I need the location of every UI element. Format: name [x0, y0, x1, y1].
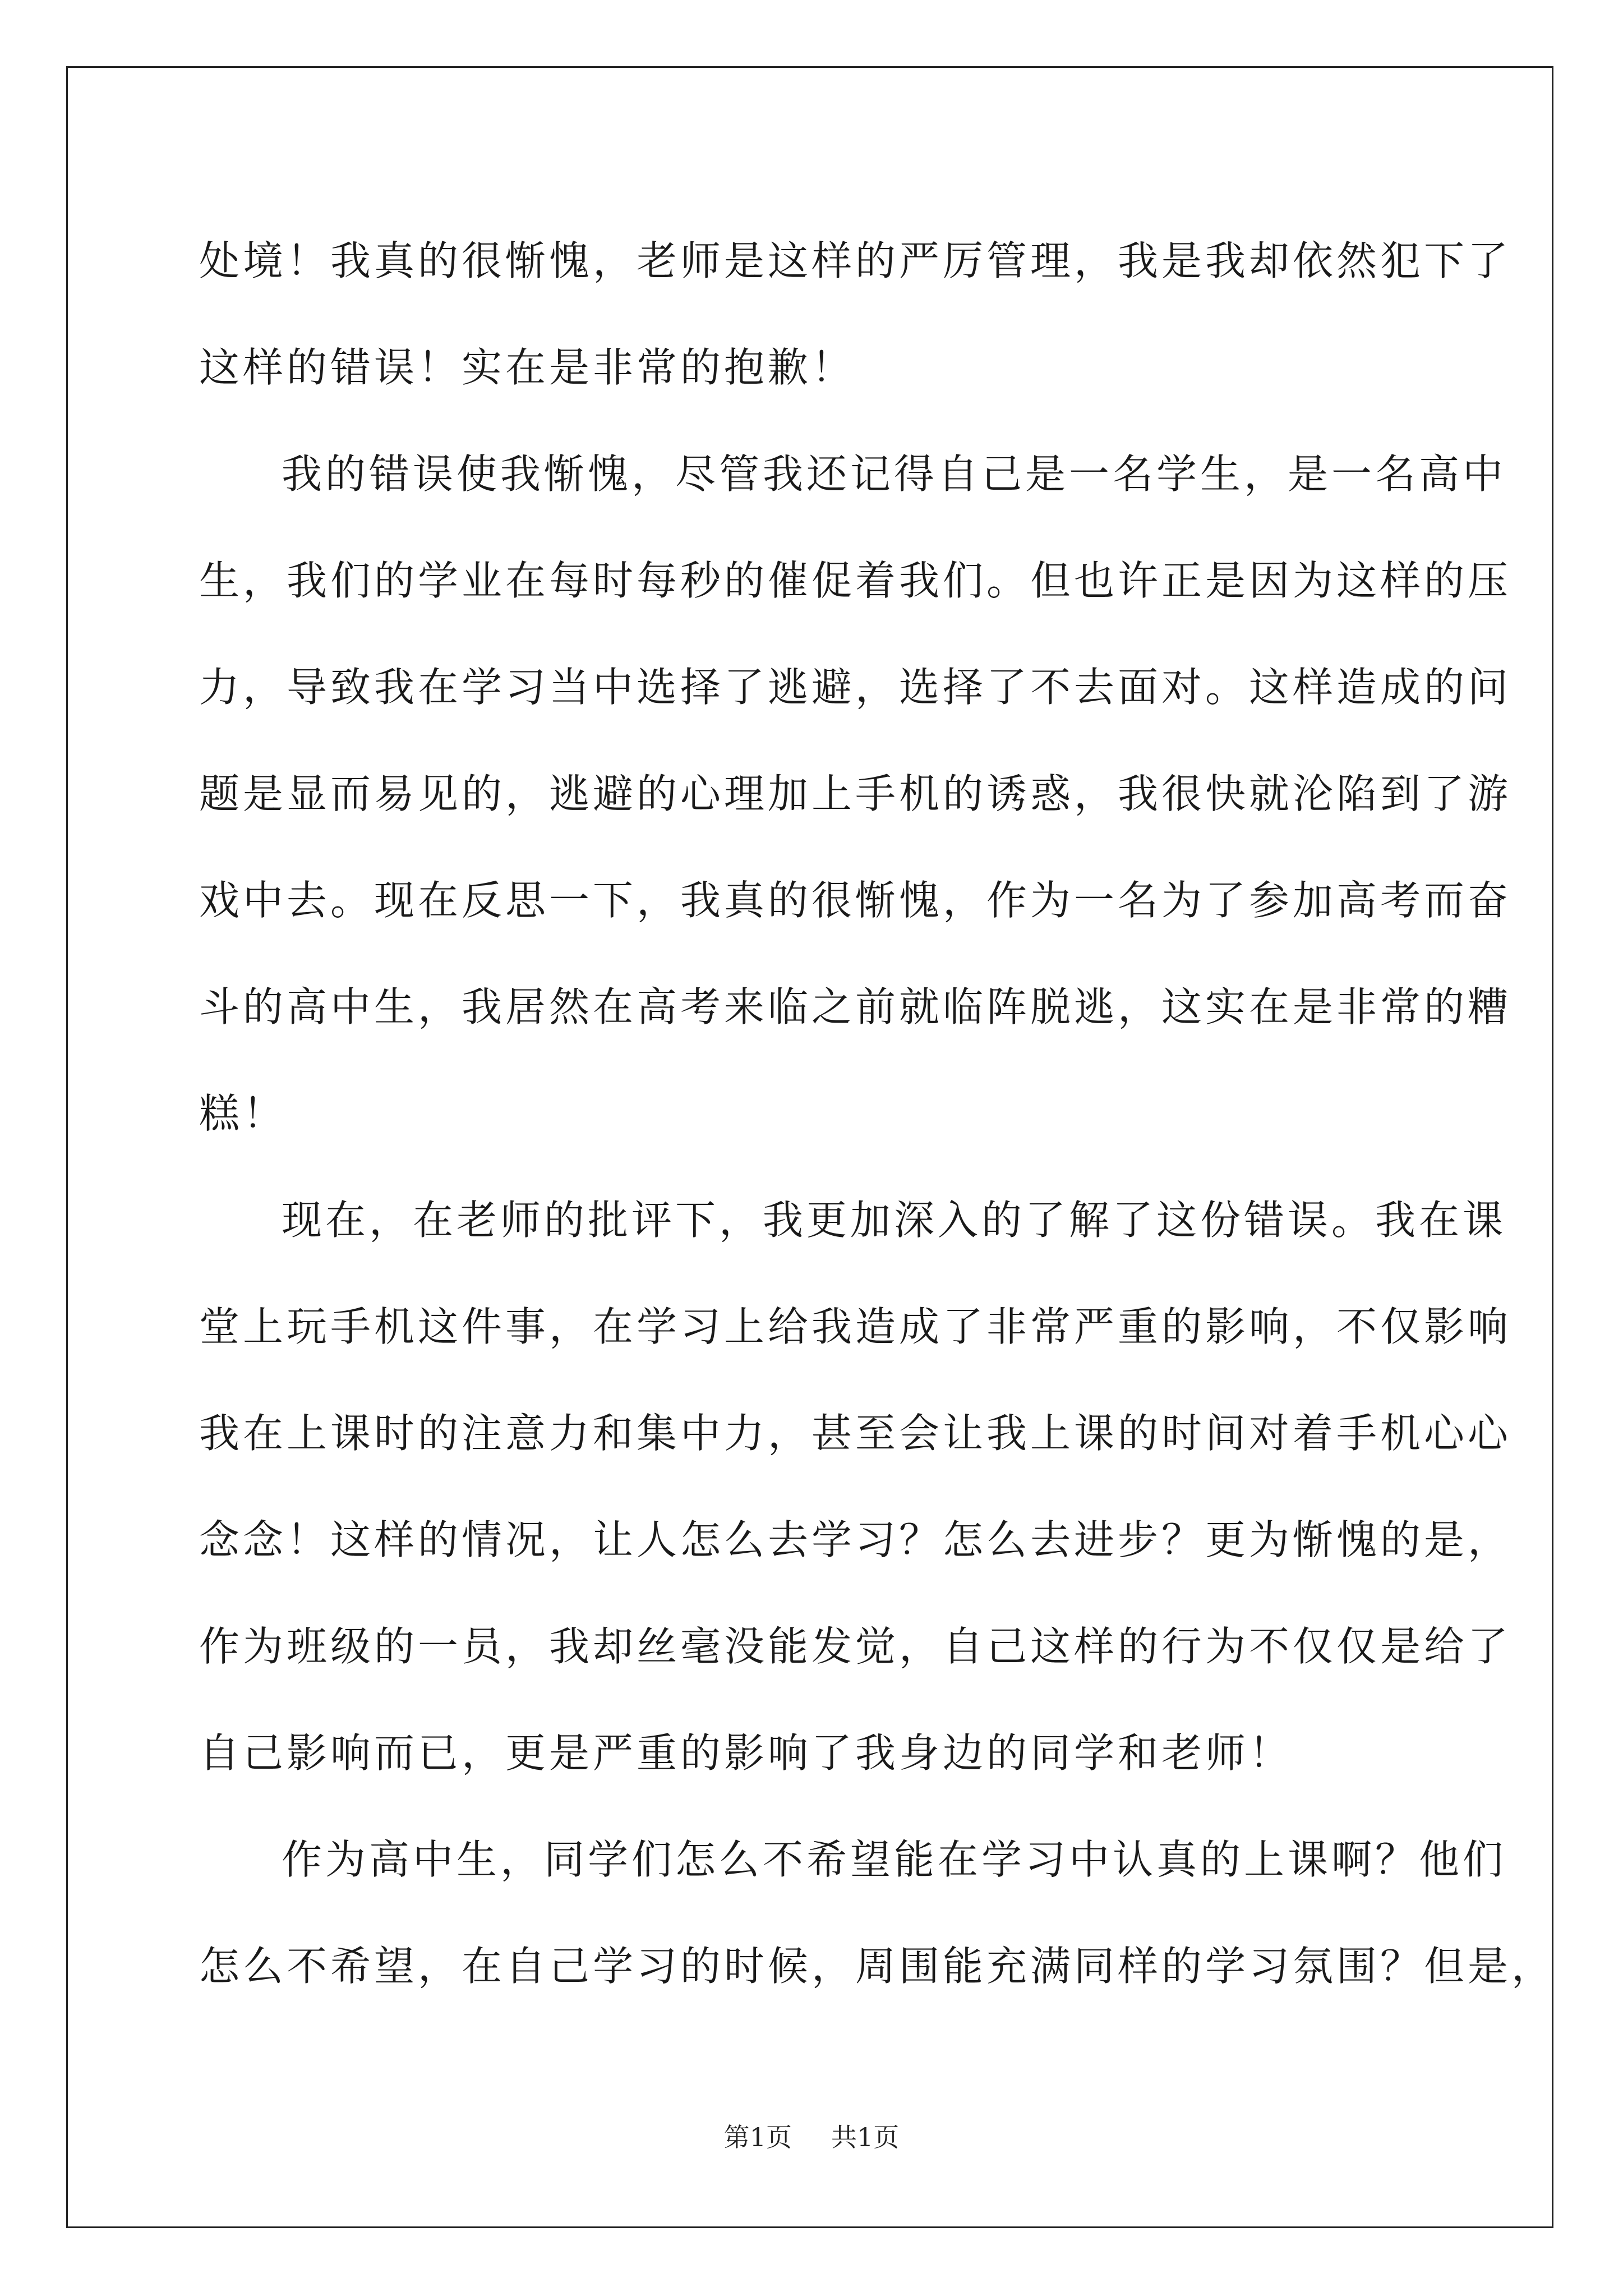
text-line: 我在上课时的注意力和集中力，甚至会让我上课的时间对着手机心心	[199, 1410, 1512, 1457]
text-line: 怎么不希望，在自己学习的时候，周围能充满同样的学习氛围？但是，	[199, 1943, 1556, 1990]
document-body	[199, 208, 1556, 2019]
text-line: 作为班级的一员，我却丝毫没能发觉，自己这样的行为不仅仅是给了	[199, 1623, 1512, 1670]
text-line: 自己影响而已，更是严重的影响了我身边的同学和老师！	[199, 1729, 1293, 1777]
page-footer	[0, 2120, 1623, 2154]
text-line: 我的错误使我惭愧，尽管我还记得自己是一名学生，是一名高中	[282, 450, 1507, 498]
text-line: 生，我们的学业在每时每秒的催促着我们。但也许正是因为这样的压	[199, 557, 1512, 604]
text-line: 现在，在老师的批评下，我更加深入的了解了这份错误。我在课	[282, 1197, 1507, 1244]
page-number-total: 共1页	[831, 2122, 900, 2152]
text-line: 力，导致我在学习当中选择了逃避，选择了不去面对。这样造成的问	[199, 664, 1512, 711]
text-line: 这样的错误！实在是非常的抱歉！	[199, 344, 856, 391]
text-line: 题是显而易见的，逃避的心理加上手机的诱惑，我很快就沦陷到了游	[199, 770, 1512, 817]
text-line: 斗的高中生，我居然在高考来临之前就临阵脱逃，这实在是非常的糟	[199, 983, 1512, 1030]
text-line: 糕！	[199, 1090, 287, 1137]
text-line: 堂上玩手机这件事，在学习上给我造成了非常严重的影响，不仅影响	[199, 1303, 1512, 1350]
page-number-current: 第1页	[723, 2122, 792, 2152]
text-line: 念念！这样的情况，让人怎么去学习？怎么去进步？更为惭愧的是，	[199, 1516, 1512, 1563]
text-line: 处境！我真的很惭愧，老师是这样的严厉管理，我是我却依然犯下了	[199, 237, 1512, 284]
text-line: 作为高中生，同学们怎么不希望能在学习中认真的上课啊？他们	[282, 1836, 1507, 1883]
text-line: 戏中去。现在反思一下，我真的很惭愧，作为一名为了参加高考而奋	[199, 877, 1512, 924]
